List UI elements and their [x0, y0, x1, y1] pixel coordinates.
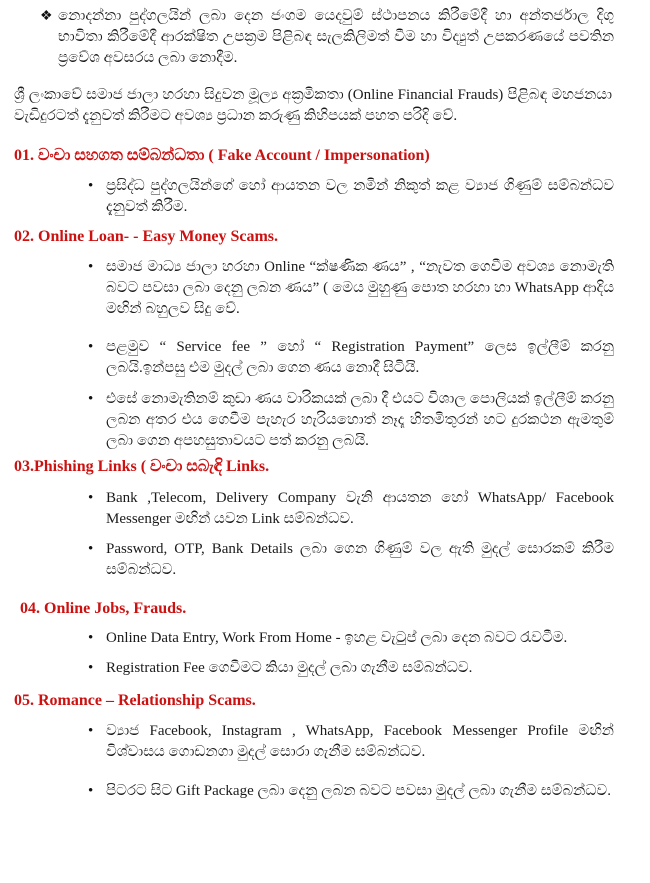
list-item-text: ව්‍යාජ Facebook, Instagram , WhatsApp, Facebook Messenger Profile මඟින් විශ්වාසය ගොඩනගා මුදල් සොරා ගැනීම සම්බන්ධව.: [106, 723, 614, 760]
list-item-text: Password, OTP, Bank Details ලබා ගෙන ගිණුම් වල ඇති මුදල් සොරකම් කිරීම සම්බන්ධව.: [106, 541, 614, 578]
list-item: [88, 721, 614, 763]
bullet-icon: •: [88, 391, 94, 407]
list-item-text: එසේ නොමැතිනම් කුඩා ණය වාරිකයක් ලබා දී එයට විශාල පොලියක් ඉල්ලීම් කරනු ලබන අතර එය ගෙවීම පැහැර හැරියහොත් නෑදෑ හිතමිතුරන් හට දුරකථන ඇමතුම් ලබා ගෙන අපහසුතාවයට පත් කරනු ලබයි.: [106, 391, 614, 449]
bullet-icon: •: [88, 541, 94, 557]
list-item: [88, 488, 614, 530]
intro-bullet-item: [40, 6, 614, 69]
list-item-text: Online Data Entry, Work From Home - ඉහළ වැටුප් ලබා දෙන බවට රැවටීම.: [106, 630, 568, 646]
bullet-icon: •: [88, 178, 94, 194]
list-item: [88, 628, 614, 649]
list-item: [88, 337, 614, 379]
diamond-bullet-icon: ❖: [40, 9, 53, 24]
bullet-icon: •: [88, 660, 94, 676]
list-item-text: Bank ,Telecom, Delivery Company වැනි ආයතන හෝ WhatsApp/ Facebook Messenger මඟින් යවන Link සම්බන්ධව.: [106, 490, 614, 527]
list-item: [88, 176, 614, 218]
list-item-text: ප්‍රසිද්ධ පුද්ගලයින්ගේ හෝ ආයතන වල නමින් නිකුත් කළ ව්‍යාජ ගිණුම් සම්බන්ධව දැනුවත් කිරීම.: [106, 178, 614, 215]
bullet-icon: •: [88, 259, 94, 275]
bullet-icon: •: [88, 630, 94, 646]
list-item-text: Registration Fee ගෙවීමට කියා මුදල් ලබා ගැනීම සම්බන්ධව.: [106, 660, 473, 676]
bullet-icon: •: [88, 339, 94, 355]
section-heading-online-loan: 02. Online Loan- - Easy Money Scams.: [14, 228, 279, 245]
list-item-text: පළමුව “ Service fee ” හෝ “ Registration Payment” ලෙස ඉල්ලීම් කරනු ලබයි.ඉන්පසු එම මුදල් ලබා ගෙන ණය නොදී සිටියි.: [106, 339, 614, 376]
section-heading-fake-account: 01. වංචා සහගත සම්බන්ධතා ( Fake Account / Impersonation): [14, 147, 430, 164]
bullet-icon: •: [88, 723, 94, 739]
list-item: [88, 389, 614, 452]
section-heading-online-jobs: 04. Online Jobs, Frauds.: [20, 600, 187, 617]
section-heading-phishing-links: 03.Phishing Links ( වංචා සබැඳි Links.: [14, 458, 270, 475]
intro-bullet-text: නොදන්නා පුද්ගලයින් ලබා දෙන ජංගම යෙදවුම් ස්ථාපනය කිරීමේදී හා අන්තර්ජාල දිගු භාවිතා කිරීමේදී ආරක්ෂිත උපක්‍රම පිළිබඳ සැලකිලිමත් වීම හා විද්‍යුත් උපකරණයේ පවතින ප්‍රවේශ අවසරය ලබා නොදීම.: [58, 8, 614, 66]
bullet-icon: •: [88, 783, 94, 799]
list-item: [88, 781, 614, 802]
list-item: [88, 539, 614, 581]
list-item-text: පිටරට සිට Gift Package ලබා දෙනු ලබන බවට පවසා මුදල් ලබා ගැනීම සම්බන්ධව.: [106, 783, 611, 799]
bullet-icon: •: [88, 490, 94, 506]
list-item: [88, 257, 614, 320]
section-heading-romance-scams: 05. Romance – Relationship Scams.: [14, 692, 256, 709]
list-item-text: සමාජ මාධ්‍ය ජාලා හරහා Online “ක්ෂණික ණය” , “නැවත ගෙවීම අවශ්‍ය නොමැති බවට පවසා ලබා දෙනු ලබන ණය” ( මෙය මුහුණු පොත හරහා හා WhatsApp ආදිය මඟින් බහුලව සිදු වේ.: [106, 259, 614, 317]
intro-paragraph: ශ්‍රී ලංකාවේ සමාජ ජාලා හරහා සිදුවන මූල්‍ය අක්‍රමිකතා (Online Financial Frauds) පිළිබඳ මහජනයා වැඩිදුරටත් දැනුවත් කිරීමට අවශ්‍ය ප්‍රධාන කරුණු කිහිපයක් පහත පරිදි වේ.: [14, 87, 612, 124]
list-item: [88, 658, 614, 679]
